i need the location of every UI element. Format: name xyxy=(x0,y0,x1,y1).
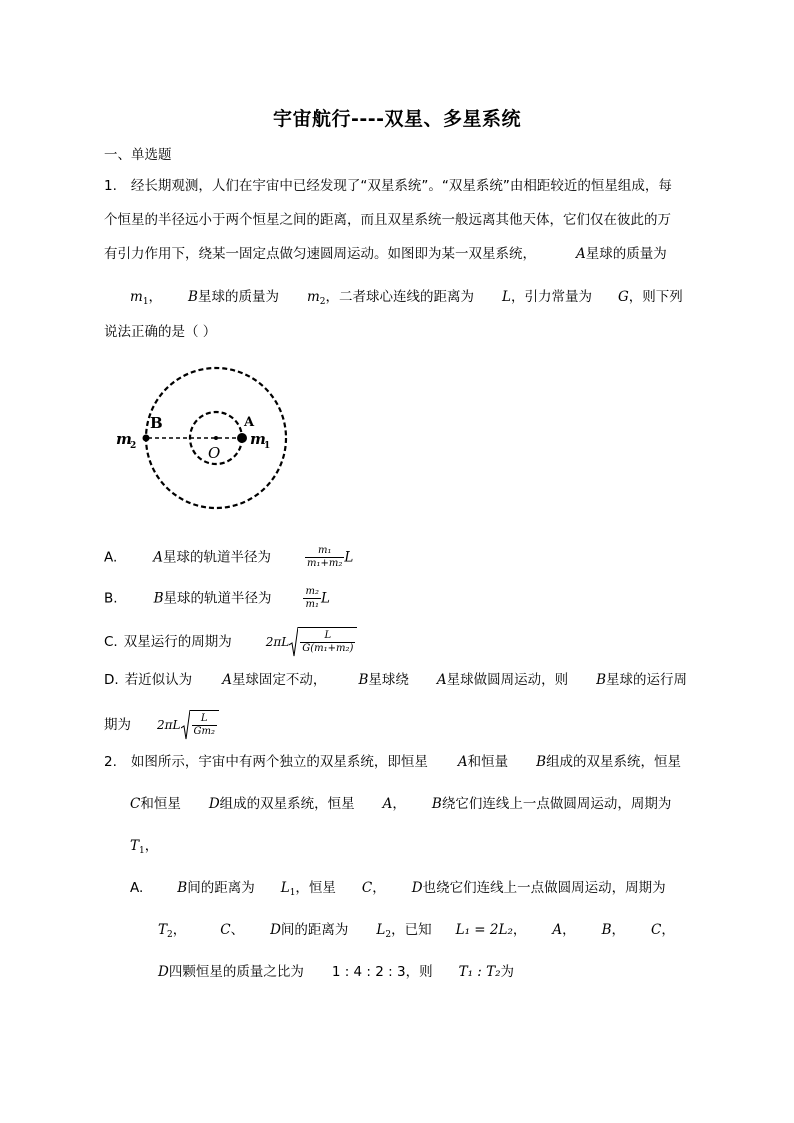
q1-text-4d: ，引力常量为 xyxy=(510,289,592,305)
q2-text-2c: ， xyxy=(392,796,406,812)
q2-s2-var-b: B xyxy=(601,922,612,938)
q2-sub-letter: A. xyxy=(130,880,144,896)
q1-line-2: 个恒星的半径远小于两个恒星之间的距离，而且双星系统一般远离其他天体，它们仅在彼此的万 xyxy=(104,212,671,228)
q2-sub-line-3 xyxy=(158,962,514,982)
option-a-tail: L xyxy=(344,549,354,566)
q2-s3-text-a: 四颗恒星的质量之比为 xyxy=(168,964,304,980)
q2-s3-var-d: D xyxy=(158,964,169,980)
var-L: L xyxy=(502,289,511,305)
q2-text-1b: 和恒量 xyxy=(467,754,509,770)
q1-option-d-cont xyxy=(104,710,219,740)
q2-s3-text-b: ，则 xyxy=(405,964,433,980)
q2-s1-text-a: 间的距离为 xyxy=(187,880,255,896)
q1-option-d[interactable] xyxy=(104,670,687,690)
q2-s2-equation: L₁ = 2L₂ xyxy=(455,922,513,938)
option-d-var-a: A xyxy=(222,672,232,688)
q2-s2-text-e: ， xyxy=(512,922,527,938)
q1-number: 1. xyxy=(104,178,117,194)
q2-s2-var-c: C xyxy=(220,922,231,938)
q2-var-b2: B xyxy=(431,796,442,812)
option-c-coef: 2πL xyxy=(265,635,290,649)
section-heading: 一、单选题 xyxy=(104,147,172,163)
q1-text-3b: 星球的质量为 xyxy=(585,246,667,262)
q1-text-4e: ，则下列 xyxy=(628,289,683,305)
q2-text-1a: 如图所示，宇宙中有两个独立的双星系统，即恒星 xyxy=(130,754,428,770)
option-b-fraction: $\frac{\text{m₂}}{\text{m₁}}$ xyxy=(305,586,319,610)
option-b-letter: B. xyxy=(104,590,118,607)
q1-option-b[interactable] xyxy=(104,586,330,611)
option-c-sqrt: $\frac{L}{\text{G(m₁+m₂)}}$ xyxy=(289,627,357,657)
q2-s2-text-d: ，已知 xyxy=(391,922,432,938)
q2-s1-var-l1: $L_1$ xyxy=(280,880,296,898)
q2-s3-text-c: 为 xyxy=(500,964,515,980)
page-title: 宇宙航行----双星、多星系统 xyxy=(272,108,522,130)
q2-var-b: B xyxy=(536,754,547,770)
q2-s2-var-a: A xyxy=(552,922,563,938)
var-A: A xyxy=(576,246,586,262)
q1-line-4 xyxy=(130,287,683,312)
option-d-var-a2: A xyxy=(436,672,447,688)
binary-star-figure xyxy=(104,366,314,514)
q2-line-1 xyxy=(104,752,681,772)
q2-text-2a: 和恒星 xyxy=(140,796,181,812)
option-d-letter: D. xyxy=(104,672,119,688)
q2-var-a: A xyxy=(457,754,468,770)
star-a xyxy=(237,433,247,443)
q1-line-3 xyxy=(104,244,667,264)
option-b-var: B xyxy=(153,590,164,607)
q2-s2-text-a: ， xyxy=(172,922,187,938)
q2-s2-var-d: D xyxy=(270,922,281,938)
q1-text-1: 经长期观测，人们在宇宙中已经发现了“双星系统”。“双星系统”由相距较近的恒星组成，每 xyxy=(130,178,672,194)
q1-text-4c: ，二者球心连线的距离为 xyxy=(325,289,475,305)
q2-s1-text-c: ， xyxy=(372,880,386,896)
q2-s2-text-h: ， xyxy=(661,922,675,938)
q2-number: 2. xyxy=(104,754,117,770)
option-d-text-2: 星球固定不动， xyxy=(231,672,327,688)
q2-var-c: C xyxy=(130,796,141,812)
q2-s1-text-b: ，恒星 xyxy=(295,880,336,896)
option-d-sqrt: $\frac{L}{\text{Gm₂}}$ xyxy=(181,710,219,740)
star-b xyxy=(143,435,150,442)
option-a-text: 星球的轨道半径为 xyxy=(163,549,272,566)
center-point xyxy=(214,436,218,440)
option-d-text-6: 期为 xyxy=(104,717,131,733)
option-b-tail: L xyxy=(320,590,330,607)
label-m1: m xyxy=(250,430,266,448)
q2-var-d: D xyxy=(208,796,220,812)
q1-line-1 xyxy=(104,176,672,196)
q2-line-2 xyxy=(130,794,671,814)
option-a-fraction: $\frac{\text{m₁}}{\text{m₁+m₂}}$ xyxy=(307,545,343,569)
q2-s1-var-b: B xyxy=(177,880,188,896)
q1-line-5: 说法正确的是（ ） xyxy=(104,324,217,340)
label-m1-sub: 1 xyxy=(264,441,271,451)
q1-text-4b: 星球的质量为 xyxy=(197,289,279,305)
q2-s1-var-d: D xyxy=(411,880,423,896)
q2-s2-text-c: 间的距离为 xyxy=(280,922,349,938)
option-a-letter: A. xyxy=(104,549,118,566)
orbit-diagram xyxy=(104,366,314,514)
q1-punct: ， xyxy=(148,289,163,305)
q2-var-t1: $T_1$ xyxy=(130,838,145,856)
q1-option-a[interactable] xyxy=(104,545,353,570)
option-d-text-1: 若近似认为 xyxy=(124,672,193,688)
var-m2: $m_2$ xyxy=(306,289,326,307)
label-m2-sub: 2 xyxy=(130,441,137,451)
q2-s2-var-c2: C xyxy=(651,922,662,938)
q2-s2-var-t2: $T_2$ xyxy=(158,922,173,940)
label-o: O xyxy=(208,444,221,462)
option-b-text: 星球的轨道半径为 xyxy=(163,590,272,607)
option-c-letter: C. xyxy=(104,634,118,650)
q2-text-2b: 组成的双星系统，恒星 xyxy=(219,796,355,812)
var-G: G xyxy=(617,289,629,305)
q2-s3-period-ratio: T₁ : T₂ xyxy=(458,964,501,980)
option-a-var: A xyxy=(153,549,164,566)
var-B: B xyxy=(188,289,198,305)
q2-text-1c: 组成的双星系统，恒星 xyxy=(546,754,682,770)
q2-s1-text-d: 也绕它们连线上一点做圆周运动，周期为 xyxy=(422,880,666,896)
q2-s2-text-g: ， xyxy=(611,922,626,938)
q2-s2-var-l2: $L_2$ xyxy=(376,922,392,940)
option-d-coef: 2πL xyxy=(157,718,181,732)
q1-text-3a: 有引力作用下，绕某一固定点做匀速圆周运动。如图即为某一双星系统， xyxy=(104,246,536,262)
label-a: A xyxy=(244,415,255,430)
q2-s3-ratio: 1 : 4 : 2 : 3 xyxy=(331,964,406,980)
option-d-text-5: 星球的运行周 xyxy=(606,672,688,688)
option-d-text-3: 星球绕 xyxy=(368,672,409,688)
label-b: B xyxy=(150,414,163,432)
q2-sub-line-2 xyxy=(158,920,675,945)
option-d-var-b2: B xyxy=(596,672,607,688)
q2-s1-var-c: C xyxy=(361,880,373,896)
q2-text-3c: ， xyxy=(144,838,159,854)
q2-text-2d: 绕它们连线上一点做圆周运动，周期为 xyxy=(441,796,672,812)
option-c-text: 双星运行的周期为 xyxy=(123,634,232,650)
q2-sub-line-1 xyxy=(130,878,666,903)
var-m1: $m_1$ xyxy=(130,289,149,307)
q2-var-a2: A xyxy=(382,796,393,812)
option-d-var-b: B xyxy=(358,672,369,688)
q2-s2-text-b: 、 xyxy=(230,922,245,938)
q2-line-3 xyxy=(130,836,158,861)
option-d-text-4: 星球做圆周运动，则 xyxy=(446,672,569,688)
label-m2: m xyxy=(116,430,132,448)
q2-s2-text-f: ， xyxy=(562,922,576,938)
q1-option-c[interactable] xyxy=(104,627,357,657)
